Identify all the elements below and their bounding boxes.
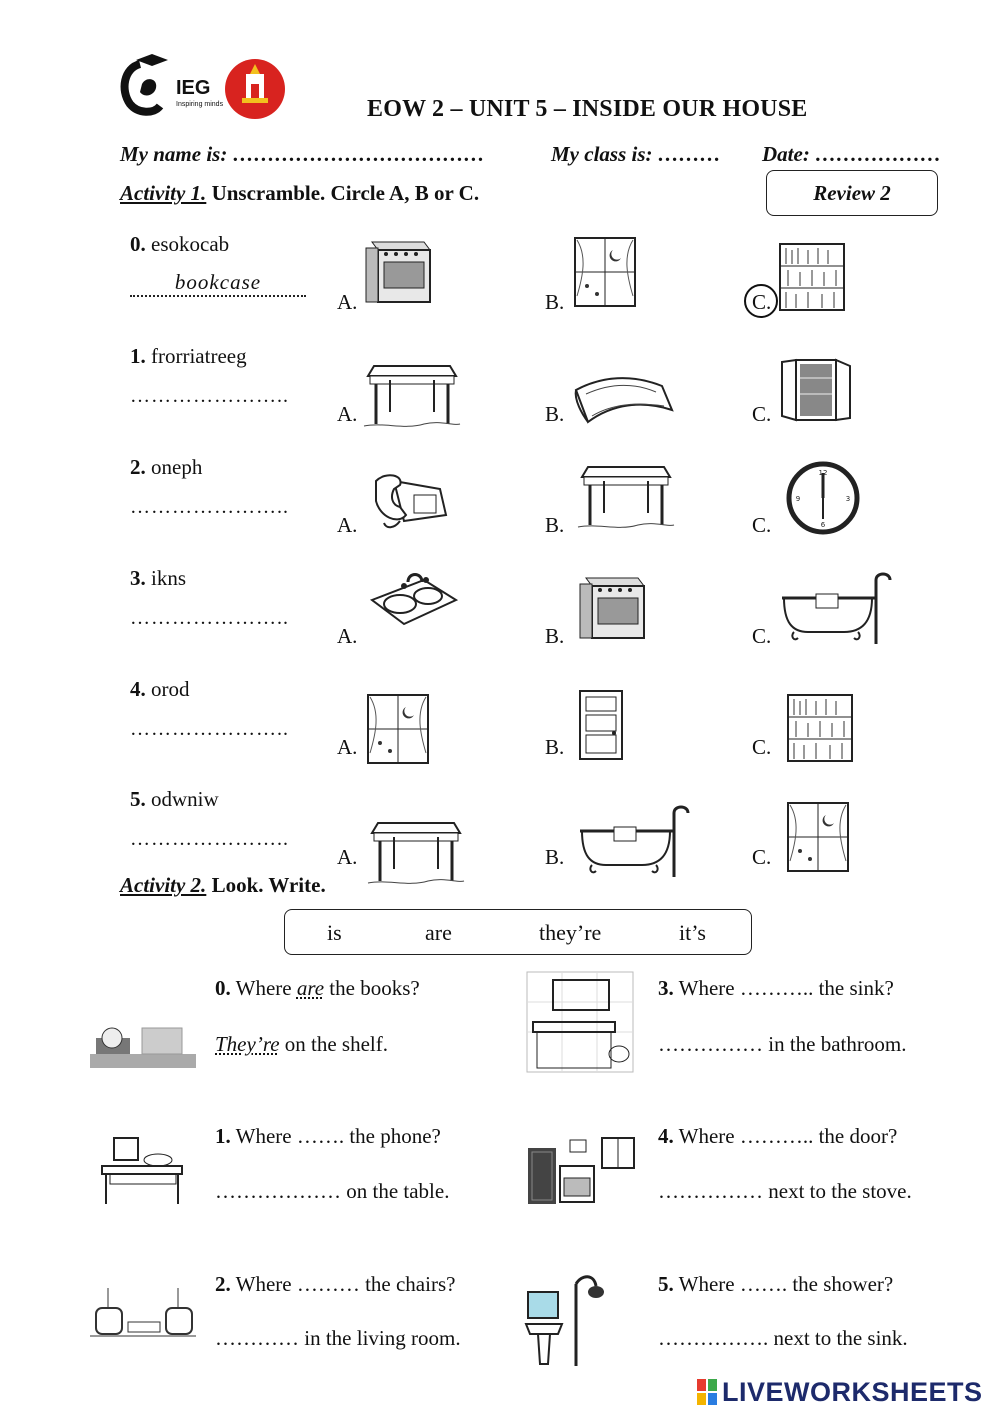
kitchen-door-stove-icon bbox=[526, 1134, 638, 1206]
a2-answer-0: They’re on the shelf. bbox=[215, 1032, 389, 1056]
scrambled-word-3: 3. ikns bbox=[130, 566, 187, 590]
option-c-label[interactable]: C. bbox=[752, 735, 772, 759]
stove-icon[interactable] bbox=[578, 568, 648, 645]
ieg-logo bbox=[118, 54, 228, 120]
svg-text:12: 12 bbox=[818, 469, 828, 477]
living-room-icon bbox=[88, 1284, 198, 1348]
svg-text:IEG: IEG bbox=[176, 77, 211, 99]
fridge-icon[interactable] bbox=[780, 356, 856, 429]
word-bank-item: are bbox=[425, 920, 452, 945]
svg-text:Inspiring minds: Inspiring minds bbox=[176, 101, 224, 108]
door-icon[interactable] bbox=[578, 689, 624, 766]
a2-answer-3[interactable]: …………… in the bathroom. bbox=[658, 1032, 907, 1056]
activity2-heading bbox=[120, 873, 326, 898]
window-icon[interactable] bbox=[786, 801, 850, 878]
option-b-label[interactable]: B. bbox=[545, 735, 565, 759]
svg-text:6: 6 bbox=[820, 521, 826, 529]
liveworksheets-logo-icon bbox=[697, 1379, 717, 1405]
selected-answer-circle bbox=[744, 284, 778, 318]
scrambled-word-0: 0. esokocab bbox=[130, 232, 230, 256]
option-b-label[interactable]: B. bbox=[545, 402, 565, 426]
option-a-label[interactable]: A. bbox=[337, 735, 358, 759]
a2-question-5[interactable]: 5. Where ……. the shower? bbox=[658, 1272, 894, 1296]
option-c-label[interactable]: C. bbox=[752, 845, 772, 869]
bathroom-icon bbox=[527, 972, 633, 1072]
answer-line-2[interactable]: ………………….. bbox=[130, 496, 289, 518]
shelf-clock-icon bbox=[90, 1020, 196, 1070]
option-a-label[interactable]: A. bbox=[337, 845, 358, 869]
window-icon[interactable] bbox=[573, 236, 637, 313]
name-field[interactable]: My name is: ……………………………… bbox=[120, 142, 485, 166]
a2-question-4[interactable]: 4. Where ……….. the door? bbox=[658, 1124, 898, 1148]
activity2-label: Activity 2. bbox=[120, 873, 207, 897]
a2-answer-1[interactable]: ……………… on the table. bbox=[215, 1179, 450, 1203]
bookshelf-icon[interactable] bbox=[786, 693, 854, 768]
activity1-instruction: Unscramble. Circle A, B or C. bbox=[206, 181, 480, 205]
table-icon[interactable] bbox=[368, 817, 464, 892]
option-b-label[interactable]: B. bbox=[545, 624, 565, 648]
a2-question-1[interactable]: 1. Where ……. the phone? bbox=[215, 1124, 441, 1148]
svg-text:9: 9 bbox=[795, 495, 801, 503]
date-field[interactable]: Date: ……………… bbox=[762, 142, 942, 166]
option-a-label[interactable]: A. bbox=[337, 624, 358, 648]
word-bank-item: they’re bbox=[539, 920, 602, 945]
activity1-heading bbox=[120, 181, 479, 206]
worksheet-title: EOW 2 – UNIT 5 – INSIDE OUR HOUSE bbox=[367, 96, 808, 122]
window-icon[interactable] bbox=[366, 693, 430, 770]
option-a-label[interactable]: A. bbox=[337, 402, 358, 426]
class-field[interactable]: My class is: ……… bbox=[551, 142, 721, 166]
answer-line-1[interactable]: ………………….. bbox=[130, 385, 289, 407]
scrambled-word-5: 5. odwniw bbox=[130, 787, 219, 811]
a2-answer-4[interactable]: …………… next to the stove. bbox=[658, 1179, 912, 1203]
svg-text:3: 3 bbox=[845, 495, 851, 503]
option-c-label[interactable]: C. bbox=[752, 624, 772, 648]
answer-are[interactable]: are bbox=[296, 976, 325, 1000]
bookshelf-icon[interactable] bbox=[778, 242, 846, 317]
liveworksheets-brand: LIVEWORKSHEETS bbox=[722, 1377, 983, 1407]
a2-answer-5[interactable]: ……………. next to the sink. bbox=[658, 1326, 908, 1350]
scrambled-word-2: 2. oneph bbox=[130, 455, 203, 479]
a2-answer-2[interactable]: ………… in the living room. bbox=[215, 1326, 461, 1350]
school-seal-logo bbox=[224, 58, 286, 120]
option-b-label[interactable]: B. bbox=[545, 513, 565, 537]
sink-icon[interactable] bbox=[368, 570, 458, 645]
activity1-label: Activity 1. bbox=[120, 181, 207, 205]
answer-line-0[interactable]: bookcase bbox=[130, 270, 306, 297]
option-b-label[interactable]: B. bbox=[545, 845, 565, 869]
a2-question-2[interactable]: 2. Where ……… the chairs? bbox=[215, 1272, 456, 1296]
scrambled-word-1: 1. frorriatreeg bbox=[130, 344, 247, 368]
option-b-label[interactable]: B. bbox=[545, 290, 565, 314]
a2-question-3[interactable]: 3. Where ……….. the sink? bbox=[658, 976, 894, 1000]
answer-line-4[interactable]: ………………….. bbox=[130, 718, 289, 740]
stove-icon[interactable] bbox=[364, 232, 434, 309]
word-bank-item: is bbox=[327, 920, 342, 945]
review-badge: Review 2 bbox=[766, 170, 938, 216]
phone-icon[interactable] bbox=[370, 471, 450, 538]
option-c-label[interactable]: C. bbox=[752, 290, 772, 314]
table-icon[interactable] bbox=[364, 360, 460, 435]
answer-theyre[interactable]: They’re bbox=[215, 1032, 280, 1056]
rug-icon[interactable] bbox=[572, 370, 676, 435]
word-bank-item: it’s bbox=[679, 920, 706, 945]
a2-question-0: 0. Where are the books? bbox=[215, 976, 420, 1000]
bathtub-icon[interactable] bbox=[578, 805, 690, 884]
table-icon[interactable] bbox=[578, 461, 674, 536]
word-bank bbox=[284, 909, 752, 955]
phone-on-table-icon bbox=[96, 1132, 184, 1206]
answer-line-3[interactable]: ………………….. bbox=[130, 607, 289, 629]
option-a-label[interactable]: A. bbox=[337, 290, 358, 314]
shower-sink-icon bbox=[524, 1272, 604, 1368]
option-a-label[interactable]: A. bbox=[337, 513, 358, 537]
clock-icon[interactable] bbox=[786, 461, 860, 540]
option-c-label[interactable]: C. bbox=[752, 513, 772, 537]
option-c-label[interactable]: C. bbox=[752, 402, 772, 426]
activity2-instruction: Look. Write. bbox=[206, 873, 326, 897]
bathtub-icon[interactable] bbox=[780, 572, 892, 651]
scrambled-word-4: 4. orod bbox=[130, 677, 190, 701]
answer-line-5[interactable]: ………………….. bbox=[130, 828, 289, 850]
